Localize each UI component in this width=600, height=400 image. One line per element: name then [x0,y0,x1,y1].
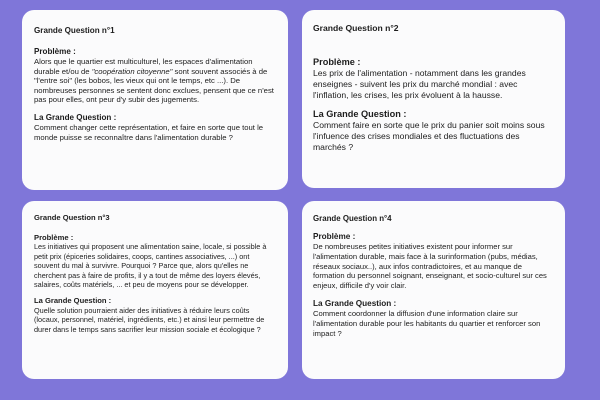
problem-heading: Problème : [313,232,356,241]
question-heading: La Grande Question : [313,298,397,308]
card-title: Grande Question n°1 [34,26,115,35]
question-card-1 [22,10,288,190]
card-title: Grande Question n°3 [34,213,110,222]
problem-text: Les prix de l'alimentation - notamment dans les grandes enseignes - suivent les prix du marché mondial : avec l'inflation, les crises, les prix évoluent à la hausse. [313,68,526,100]
question-text: Comment faire en sorte que le prix du panier soit moins sous l'infuence des crises mondiales et des fluctuations des marchés ? [313,120,545,152]
problem-heading: Problème : [34,233,74,242]
question-heading: La Grande Question : [34,112,117,122]
problem-heading: Problème : [34,47,76,56]
problem-text-part: sont souvent associés à de "l'entre soi" (les bobos, les vieux qui ont le temps, etc ...). De nombreuses personnes se sentent donc exclues, pensent que ce n'est pas pour elles, ont peur d'y subir des jugements. [34,66,274,105]
question-card-4 [302,201,565,379]
problem-heading: Problème : [313,57,361,67]
question-heading: La Grande Question : [34,296,112,306]
question-heading: La Grande Question : [313,109,407,119]
question-text: Quelle solution pourraient aider des initiatives à réduire leurs coûts (locaux, personnel, matériel, ingrédients, etc.) et ainsi leur permettre de durer dans le temps sans sacrifier leur mission sociale et écologique ? [34,305,265,334]
problem-text-part: Alors que le quartier est multiculturel, les espaces d'alimentation durable et/ou de [34,57,253,76]
card-title: Grande Question n°2 [313,23,399,33]
question-text: Comment changer cette représentation, et faire en sorte que tout le monde puisse se reconnaître dans l'alimentation durable ? [34,122,264,142]
problem-text-italic: "coopération citoyenne" [91,66,173,76]
problem-text: Les initiatives qui proposent une alimentation saine, locale, si possible à petit prix (épiceries solidaires, coops, cantines associatives, ...) ont souvent du mal à survivre. Pourquoi ? Parce que, alors qu'elles ne cherchent pas à faire de profits, il y a tout de même des loyers élevés, salaires, coûts matériels, ... et peu de moyens pour se développer. [34,242,267,290]
problem-text: De nombreuses petites initiatives existent pour informer sur l'alimentation durable, mais face à la surinformation (pubs, médias, réseaux sociaux..), aux infos contradictoires, et au manque de formation du personnel soignant, enseignant, et socio-culturel sur ces enjeux, difficile d'y voir clair. [313,242,547,291]
card-title: Grande Question n°4 [313,214,392,223]
problem-text [34,57,274,105]
question-card-2 [302,10,565,188]
question-card-3 [22,201,288,379]
question-text: Comment coordonner la diffusion d'une information claire sur l'alimentation durable pour les habitants du quartier et renforcer son impact ? [313,308,541,338]
